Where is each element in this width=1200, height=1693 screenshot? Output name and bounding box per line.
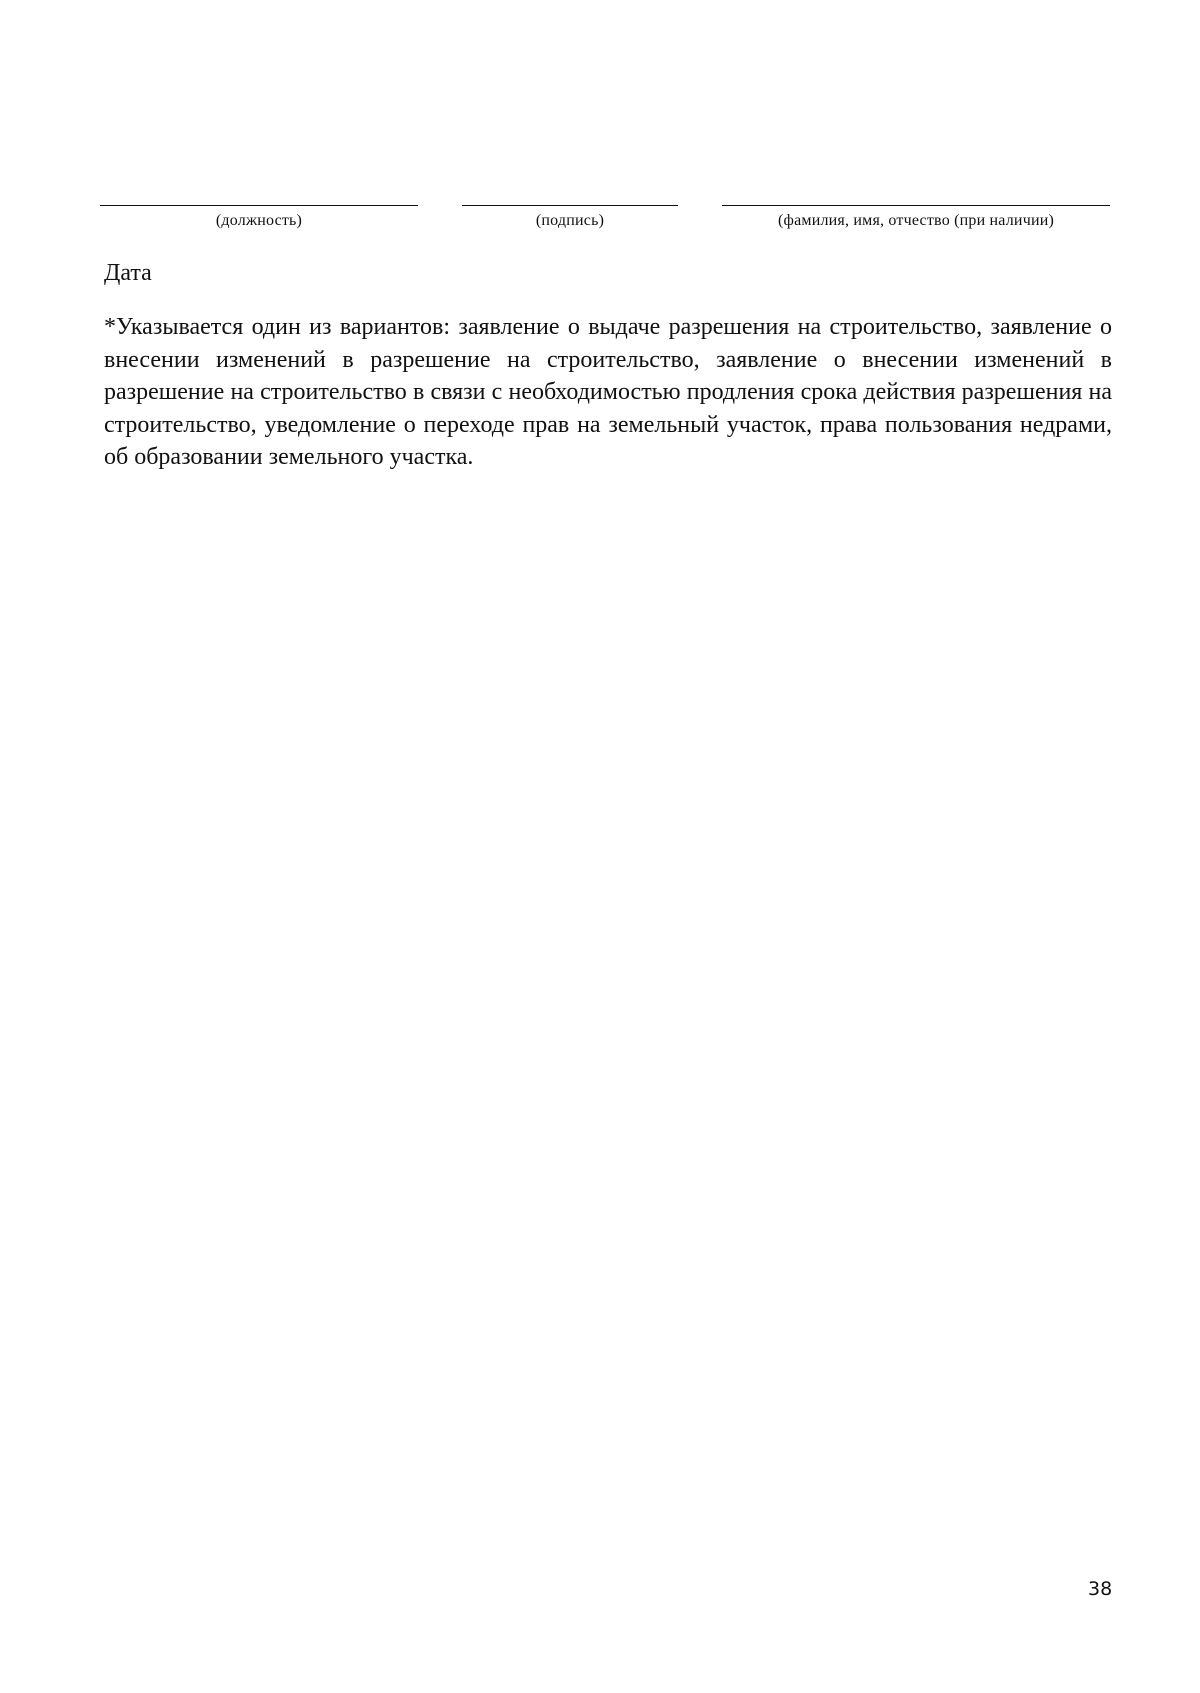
footnote-text: *Указывается один из вариантов: заявление о выдаче разрешения на строительство, заявление о внесении изменений в разрешение на строительство, заявление о внесении изменений в разрешение на строительство в связи с необходимостью продления срока действия разрешения на строительство, уведомление о переходе прав на земельный участок, права пользования недрами, об образовании земельного участка. — [104, 314, 1112, 470]
position-line — [100, 205, 418, 206]
signature-line — [462, 205, 678, 206]
signature-caption: (подпись) — [535, 212, 605, 229]
fullname-caption: (фамилия, имя, отчество (при наличии) — [777, 212, 1054, 229]
signature-field — [462, 205, 678, 230]
position-caption: (должность) — [215, 212, 303, 229]
position-field — [100, 205, 418, 230]
page-number: 38 — [1088, 1578, 1113, 1600]
fullname-line — [722, 205, 1110, 206]
fullname-field — [722, 205, 1110, 230]
date-label: Дата — [104, 260, 152, 286]
